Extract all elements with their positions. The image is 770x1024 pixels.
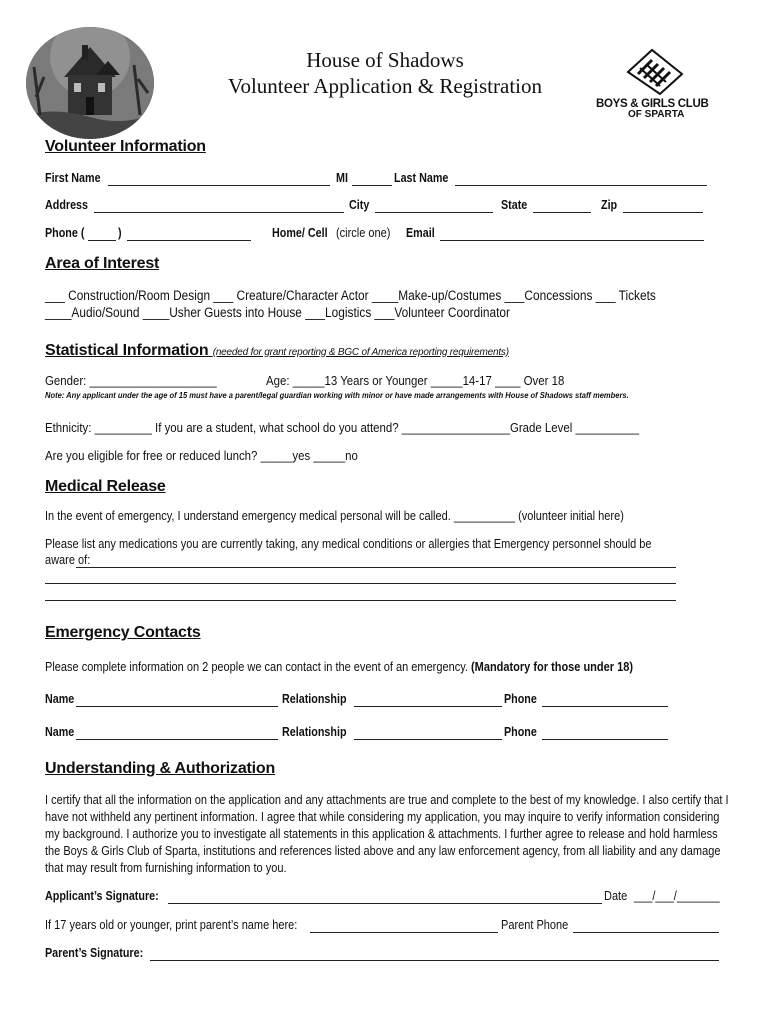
- state-field[interactable]: [533, 212, 591, 213]
- section-heading-statistical-info: [45, 342, 509, 360]
- bgc-logo: [620, 46, 690, 103]
- contact2-phone-field[interactable]: [542, 739, 668, 740]
- phone-label: Phone (: [45, 226, 85, 240]
- state-label: State: [501, 198, 528, 212]
- contact2-relationship-field[interactable]: [354, 739, 502, 740]
- gender-field[interactable]: Gender: ____________________: [45, 373, 217, 388]
- contact1-phone-field[interactable]: [542, 706, 668, 707]
- section-heading-medical-release: Medical Release: [45, 478, 166, 495]
- zip-field[interactable]: [623, 212, 703, 213]
- contact1-name-field[interactable]: [76, 706, 278, 707]
- zip-label: Zip: [601, 198, 618, 212]
- mi-field[interactable]: [352, 185, 392, 186]
- email-label: Email: [406, 226, 435, 240]
- free-lunch-row[interactable]: Are you eligible for free or reduced lunch? _____yes _____no: [45, 448, 358, 463]
- contact1-relationship-field[interactable]: [354, 706, 502, 707]
- last-name-field[interactable]: [455, 185, 707, 186]
- date-field[interactable]: ___/___/_______: [634, 889, 720, 903]
- date-label: Date: [604, 889, 628, 903]
- emergency-contacts-intro: [45, 660, 633, 674]
- contact2-name-field[interactable]: [76, 739, 278, 740]
- parent-phone-field[interactable]: [573, 932, 719, 933]
- city-field[interactable]: [375, 212, 493, 213]
- phone-area-code-field[interactable]: [88, 240, 116, 241]
- bgc-logo-text-line2: OF SPARTA: [628, 109, 685, 120]
- interest-options-row2[interactable]: ____Audio/Sound ____Usher Guests into House ___Logistics ___Volunteer Coordinator: [45, 305, 510, 320]
- applicant-signature-field[interactable]: [168, 903, 602, 904]
- section-heading-volunteer-info: Volunteer Information: [45, 138, 206, 155]
- bgc-logo-text-line1: BOYS & GIRLS CLUB: [596, 98, 709, 110]
- circle-one-hint: (circle one): [336, 226, 391, 240]
- contact1-name-label: Name: [45, 692, 75, 706]
- age-options[interactable]: Age: _____13 Years or Younger _____14-17 ____ Over 18: [266, 373, 565, 388]
- parent-signature-label: Parent’s Signature:: [45, 946, 144, 960]
- page-title-line2: Volunteer Application & Registration: [228, 74, 542, 98]
- contact2-relationship-label: Relationship: [282, 725, 347, 739]
- applicant-signature-label: Applicant’s Signature:: [45, 889, 159, 903]
- emergency-intro-text: Please complete information on 2 people we can contact in the event of an emergency.: [45, 660, 468, 674]
- authorization-paragraph: I certify that all the information on the application and any attachments are true and complete to the best of my knowledge. I also certify that I have not withheld any pertinent information. I agree that while considering my application, you may inquire to verify information considering my background. I authorize you to investigate all statements in this application & attachments. I further agree to release and hold harmless the Boys & Girls Club of Sparta, institutions and references listed above and any law enforcement agency, from all liability and any damage that may result from furnishing information to you.: [45, 793, 729, 875]
- medications-prompt-line2: aware of:: [45, 553, 91, 567]
- contact2-phone-label: Phone: [504, 725, 537, 739]
- medications-field-line2[interactable]: [45, 583, 676, 584]
- address-field[interactable]: [94, 212, 344, 213]
- statistical-info-title: Statistical Information: [45, 342, 209, 359]
- ethnicity-school-grade-row[interactable]: Ethnicity: _________ If you are a student, what school do you attend? _________________Grade Level __________: [45, 420, 640, 435]
- page-title-line1: House of Shadows: [306, 48, 464, 72]
- contact1-relationship-label: Relationship: [282, 692, 347, 706]
- home-cell-label[interactable]: Home/ Cell: [272, 226, 328, 240]
- contact1-phone-label: Phone: [504, 692, 537, 706]
- mi-label: MI: [336, 171, 348, 185]
- emergency-initial-row[interactable]: In the event of emergency, I understand emergency medical personal will be called. __________ (volunteer initial here): [45, 509, 624, 523]
- parent-name-label: If 17 years old or younger, print parent’s name here:: [45, 918, 298, 932]
- city-label: City: [349, 198, 370, 212]
- first-name-field[interactable]: [108, 185, 330, 186]
- age-requirement-note: Note: Any applicant under the age of 15 must have a parent/legal guardian working with minor or have made arrangements with House of Shadows staff members.: [45, 390, 629, 400]
- medications-field-line3[interactable]: [45, 600, 676, 601]
- contact2-name-label: Name: [45, 725, 75, 739]
- section-heading-area-of-interest: Area of Interest: [45, 255, 160, 272]
- parent-name-field[interactable]: [310, 932, 498, 933]
- bgc-hands-icon: [620, 46, 690, 98]
- medications-prompt-line1: Please list any medications you are currently taking, any medical conditions or allergies that Emergency personnel should be: [45, 537, 652, 551]
- section-heading-emergency-contacts: Emergency Contacts: [45, 624, 201, 641]
- phone-paren: ): [118, 226, 122, 240]
- address-label: Address: [45, 198, 89, 212]
- parent-signature-field[interactable]: [150, 960, 719, 961]
- last-name-label: Last Name: [394, 171, 449, 185]
- mandatory-note: (Mandatory for those under 18): [471, 660, 633, 674]
- parent-phone-label: Parent Phone: [501, 918, 569, 932]
- statistical-info-note: (needed for grant reporting & BGC of America reporting requirements): [212, 347, 509, 358]
- first-name-label: First Name: [45, 171, 101, 185]
- interest-options-row1[interactable]: ___ Construction/Room Design ___ Creature/Character Actor ____Make-up/Costumes ___Concessions ___ Tickets: [45, 288, 656, 303]
- section-heading-authorization: Understanding & Authorization: [45, 760, 276, 777]
- medications-field-line1[interactable]: [76, 567, 676, 568]
- email-field[interactable]: [440, 240, 704, 241]
- phone-number-field[interactable]: [127, 240, 251, 241]
